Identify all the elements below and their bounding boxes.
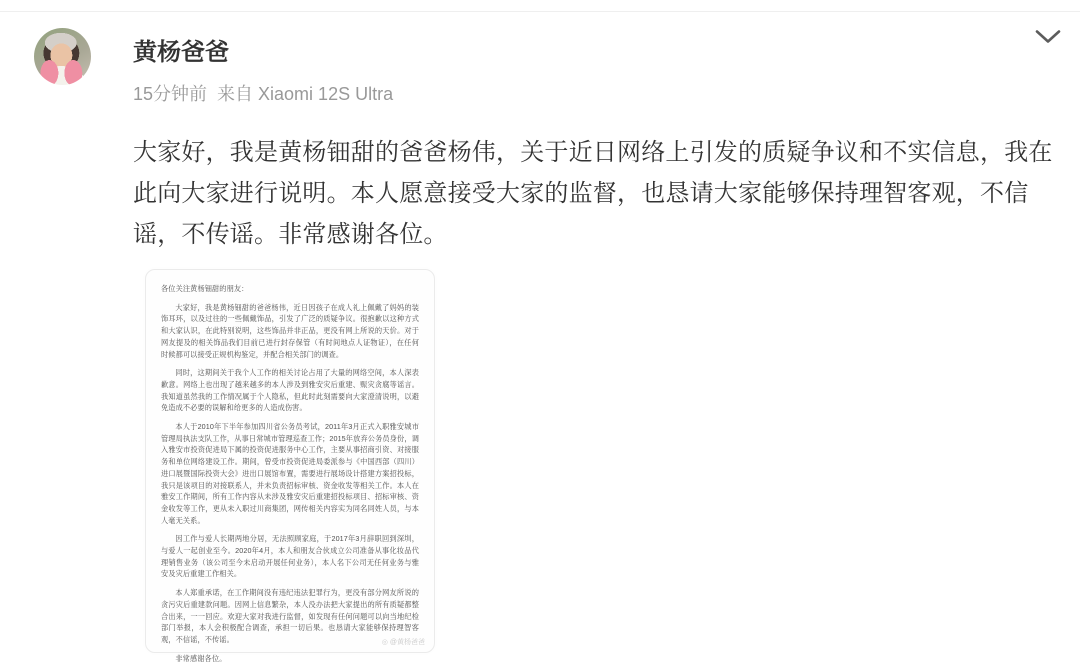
letter-salutation: 各位关注黄杨钿甜的朋友：: [161, 284, 249, 293]
author-name[interactable]: 黄杨爸爸: [133, 39, 229, 66]
post-text: 大家好，我是黄杨钿甜的爸爸杨伟，关于近日网络上引发的质疑争议和不实信息，我在此向大家进行说明。本人愿意接受大家的监督，也恳请大家能够保持理智客观，不信谣，不传谣。非常感谢各位。: [133, 139, 1053, 248]
letter-paragraph: 本人郑重承诺，在工作期间没有违纪违法犯罪行为，更没有部分网友所说的贪污灾后重建款问题。因网上信息繁杂，本人没办法把大家提出的所有质疑都整合出来，一一回应。欢迎大家对我进行监督，如发现有任何问题可以向当地纪检部门举报，本人会积极配合调查，承担一切后果。也恳请大家能够保持理智客观，不信谣，不传谣。: [161, 588, 419, 644]
letter-paragraph: 同时，这期间关于我个人工作的相关讨论占用了大量的网络空间，本人深表歉意。网络上也出现了越来越多的本人涉及到雅安灾后重建、赈灾贪腐等谣言。我知道虽然我的工作情况属于个人隐私，但此时此刻需要向大家澄清说明，以避免造成不必要的误解和给更多的人造成伤害。: [161, 368, 419, 413]
post-time[interactable]: 15分钟前: [133, 84, 208, 104]
letter-paragraph: 本人于2010年下半年参加四川省公务员考试，2011年3月正式入职雅安城市管理局执法支队工作，从事日常城市管理巡查工作；2015年放弃公务员身份，调入雅安市投资促进局下属的投资促进服务中心工作，主要从事招商引资、对接服务和单位网络建设工作。期间，曾受市投资促进局委派参与《中国西部（四川）进口展暨国际投资大会》进出口展馆布置，需要进行展场设计搭建方案招投标，我只是该项目的对接联系人，并未负责招标审核、资金收发等相关工作。本人在雅安工作期间，所有工作内容从未涉及雅安灾后重建招投标项目、招标审核、资金收发等工作，更从未入职过川商集团，网传相关内容实为同名同姓人员，与本人毫无关系。: [161, 422, 419, 525]
letter-closing: 非常感谢各位。: [175, 653, 227, 663]
watermark: [382, 637, 425, 647]
watermark-text: @黄杨爸爸: [389, 639, 425, 646]
letter-paragraph: 因工作与爱人长期两地分居，无法照顾家庭，于2017年3月辞职回到深圳，与爱人一起创业至今。2020年4月，本人和朋友合伙成立公司准备从事化妆品代理销售业务（该公司至今未启动开展任何业务），本人名下公司无任何业务与雅安及灾后重建工作相关。: [161, 534, 419, 579]
letter-image[interactable]: [145, 269, 435, 663]
chevron-down-icon[interactable]: [1033, 26, 1063, 48]
camera-icon: ◎: [381, 638, 388, 646]
post-content: [133, 0, 1080, 663]
post-meta: [133, 80, 1080, 106]
letter-paragraph: 大家好，我是黄杨钿甜的爸爸杨伟，近日因孩子在成人礼上佩戴了妈妈的装饰耳环，以及过往的一些佩戴饰品，引发了广泛的质疑争议。很抱歉以这种方式和大家认识，在此特别说明，这些饰品并非正品，更没有网上所说的天价。对于网友提及的相关饰品我们目前已进行封存保管（有时间地点人证物证），在任何时候都可以接受正规机构鉴定，并配合相关部门的调查。: [161, 302, 419, 359]
letter-paragraphs: [161, 302, 419, 646]
post-source[interactable]: 来自 Xiaomi 12S Ultra: [217, 84, 394, 104]
avatar[interactable]: [34, 28, 91, 85]
